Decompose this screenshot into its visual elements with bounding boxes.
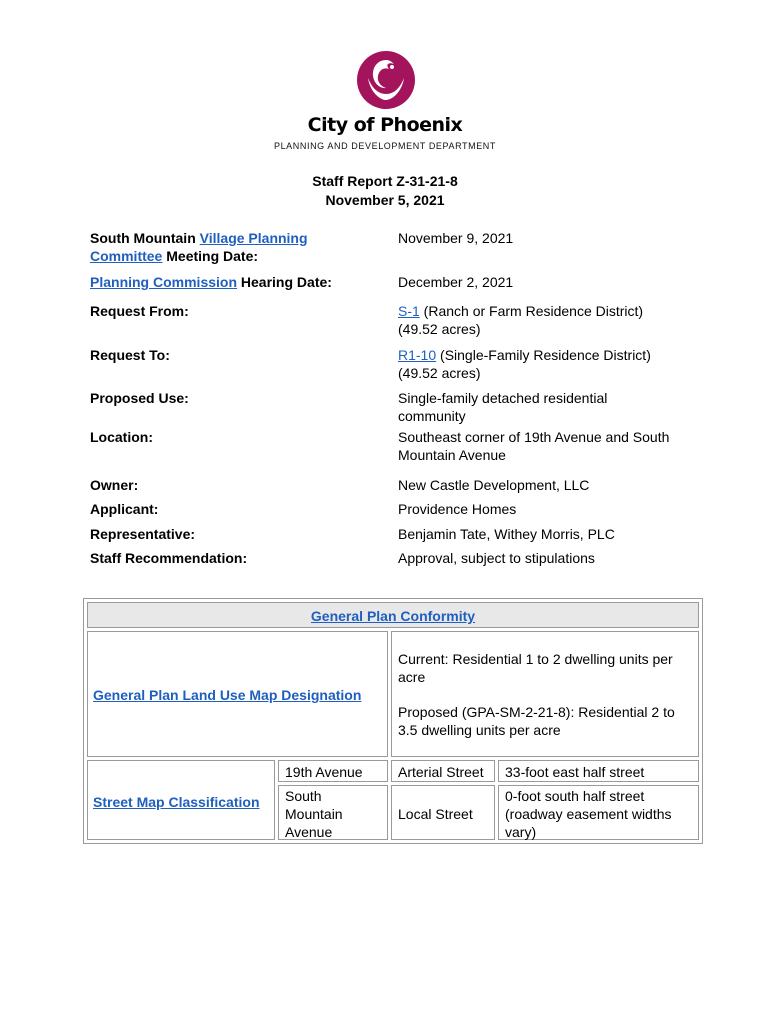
village-meeting-label	[90, 229, 350, 265]
staff-recommendation-label: Staff Recommendation:	[90, 550, 248, 566]
planning-commission-link[interactable]: Planning Commission	[90, 274, 238, 290]
r1-10-zoning-link[interactable]: R1-10	[398, 347, 437, 363]
location-value: Southeast corner of 19th Avenue and South Mountain Avenue	[398, 429, 670, 463]
request-to-acres: (49.52 acres)	[398, 365, 481, 381]
land-use-proposed: Proposed (GPA-SM-2-21-8): Residential 2 to 3.5 dwelling units per acre	[398, 704, 675, 738]
commission-label-suffix: Hearing Date:	[237, 274, 332, 290]
staff-recommendation-value: Approval, subject to stipulations	[398, 550, 595, 566]
street-name-cell: 19th Avenue	[278, 760, 388, 782]
location-label: Location:	[90, 429, 153, 445]
table-header	[87, 602, 699, 628]
city-name: City of Phoenix	[307, 114, 463, 136]
request-to-desc: (Single-Family Residence District)	[436, 347, 651, 363]
commission-hearing-label	[90, 273, 350, 291]
applicant-value: Providence Homes	[398, 501, 517, 517]
street-type-cell: Arterial Street	[391, 760, 495, 782]
request-to-value	[398, 346, 698, 382]
land-use-label-cell	[87, 631, 388, 757]
department-name: PLANNING AND DEVELOPMENT DEPARTMENT	[273, 141, 497, 151]
general-plan-conformity-link[interactable]: General Plan Conformity	[310, 608, 476, 624]
street-name-cell	[278, 785, 388, 840]
village-meeting-date: November 9, 2021	[398, 230, 514, 246]
s-1-zoning-link[interactable]: S-1	[398, 303, 420, 319]
street-name-text: South Mountain Avenue	[285, 788, 343, 840]
village-label-prefix: South Mountain	[90, 230, 200, 246]
street-map-label-cell	[87, 760, 275, 840]
owner-value: New Castle Development, LLC	[398, 477, 590, 493]
land-use-map-link[interactable]: General Plan Land Use Map Designation	[93, 687, 362, 703]
request-from-acres: (49.52 acres)	[398, 321, 481, 337]
land-use-values-cell	[391, 631, 699, 757]
representative-label: Representative:	[90, 526, 196, 542]
request-from-desc: (Ranch or Farm Residence District)	[419, 303, 644, 319]
city-of-phoenix-logo	[356, 50, 416, 110]
owner-label: Owner:	[90, 477, 139, 493]
report-title: Staff Report Z-31-21-8	[312, 173, 458, 189]
request-to-label: Request To:	[90, 347, 170, 363]
general-plan-conformity-table	[83, 598, 703, 844]
representative-value: Benjamin Tate, Withey Morris, PLC	[398, 526, 615, 542]
street-detail-cell: 33-foot east half street	[498, 760, 699, 782]
street-map-classification-link[interactable]: Street Map Classification	[93, 794, 260, 810]
proposed-use-value: Single-family detached residential community	[398, 390, 608, 424]
village-planning-committee-link[interactable]: Village Planning Committee	[90, 230, 308, 264]
village-label-suffix: Meeting Date:	[162, 248, 259, 264]
report-date: November 5, 2021	[325, 192, 445, 208]
street-type-cell: Local Street	[391, 785, 495, 840]
applicant-label: Applicant:	[90, 501, 159, 517]
report-heading	[0, 172, 770, 210]
request-from-label: Request From:	[90, 303, 189, 319]
land-use-current: Current: Residential 1 to 2 dwelling units per acre	[398, 651, 673, 685]
proposed-use-label: Proposed Use:	[90, 390, 189, 406]
street-detail-cell: 0-foot south half street (roadway easement widths vary)	[498, 785, 699, 840]
request-from-value	[398, 302, 698, 338]
commission-hearing-date: December 2, 2021	[398, 274, 514, 290]
